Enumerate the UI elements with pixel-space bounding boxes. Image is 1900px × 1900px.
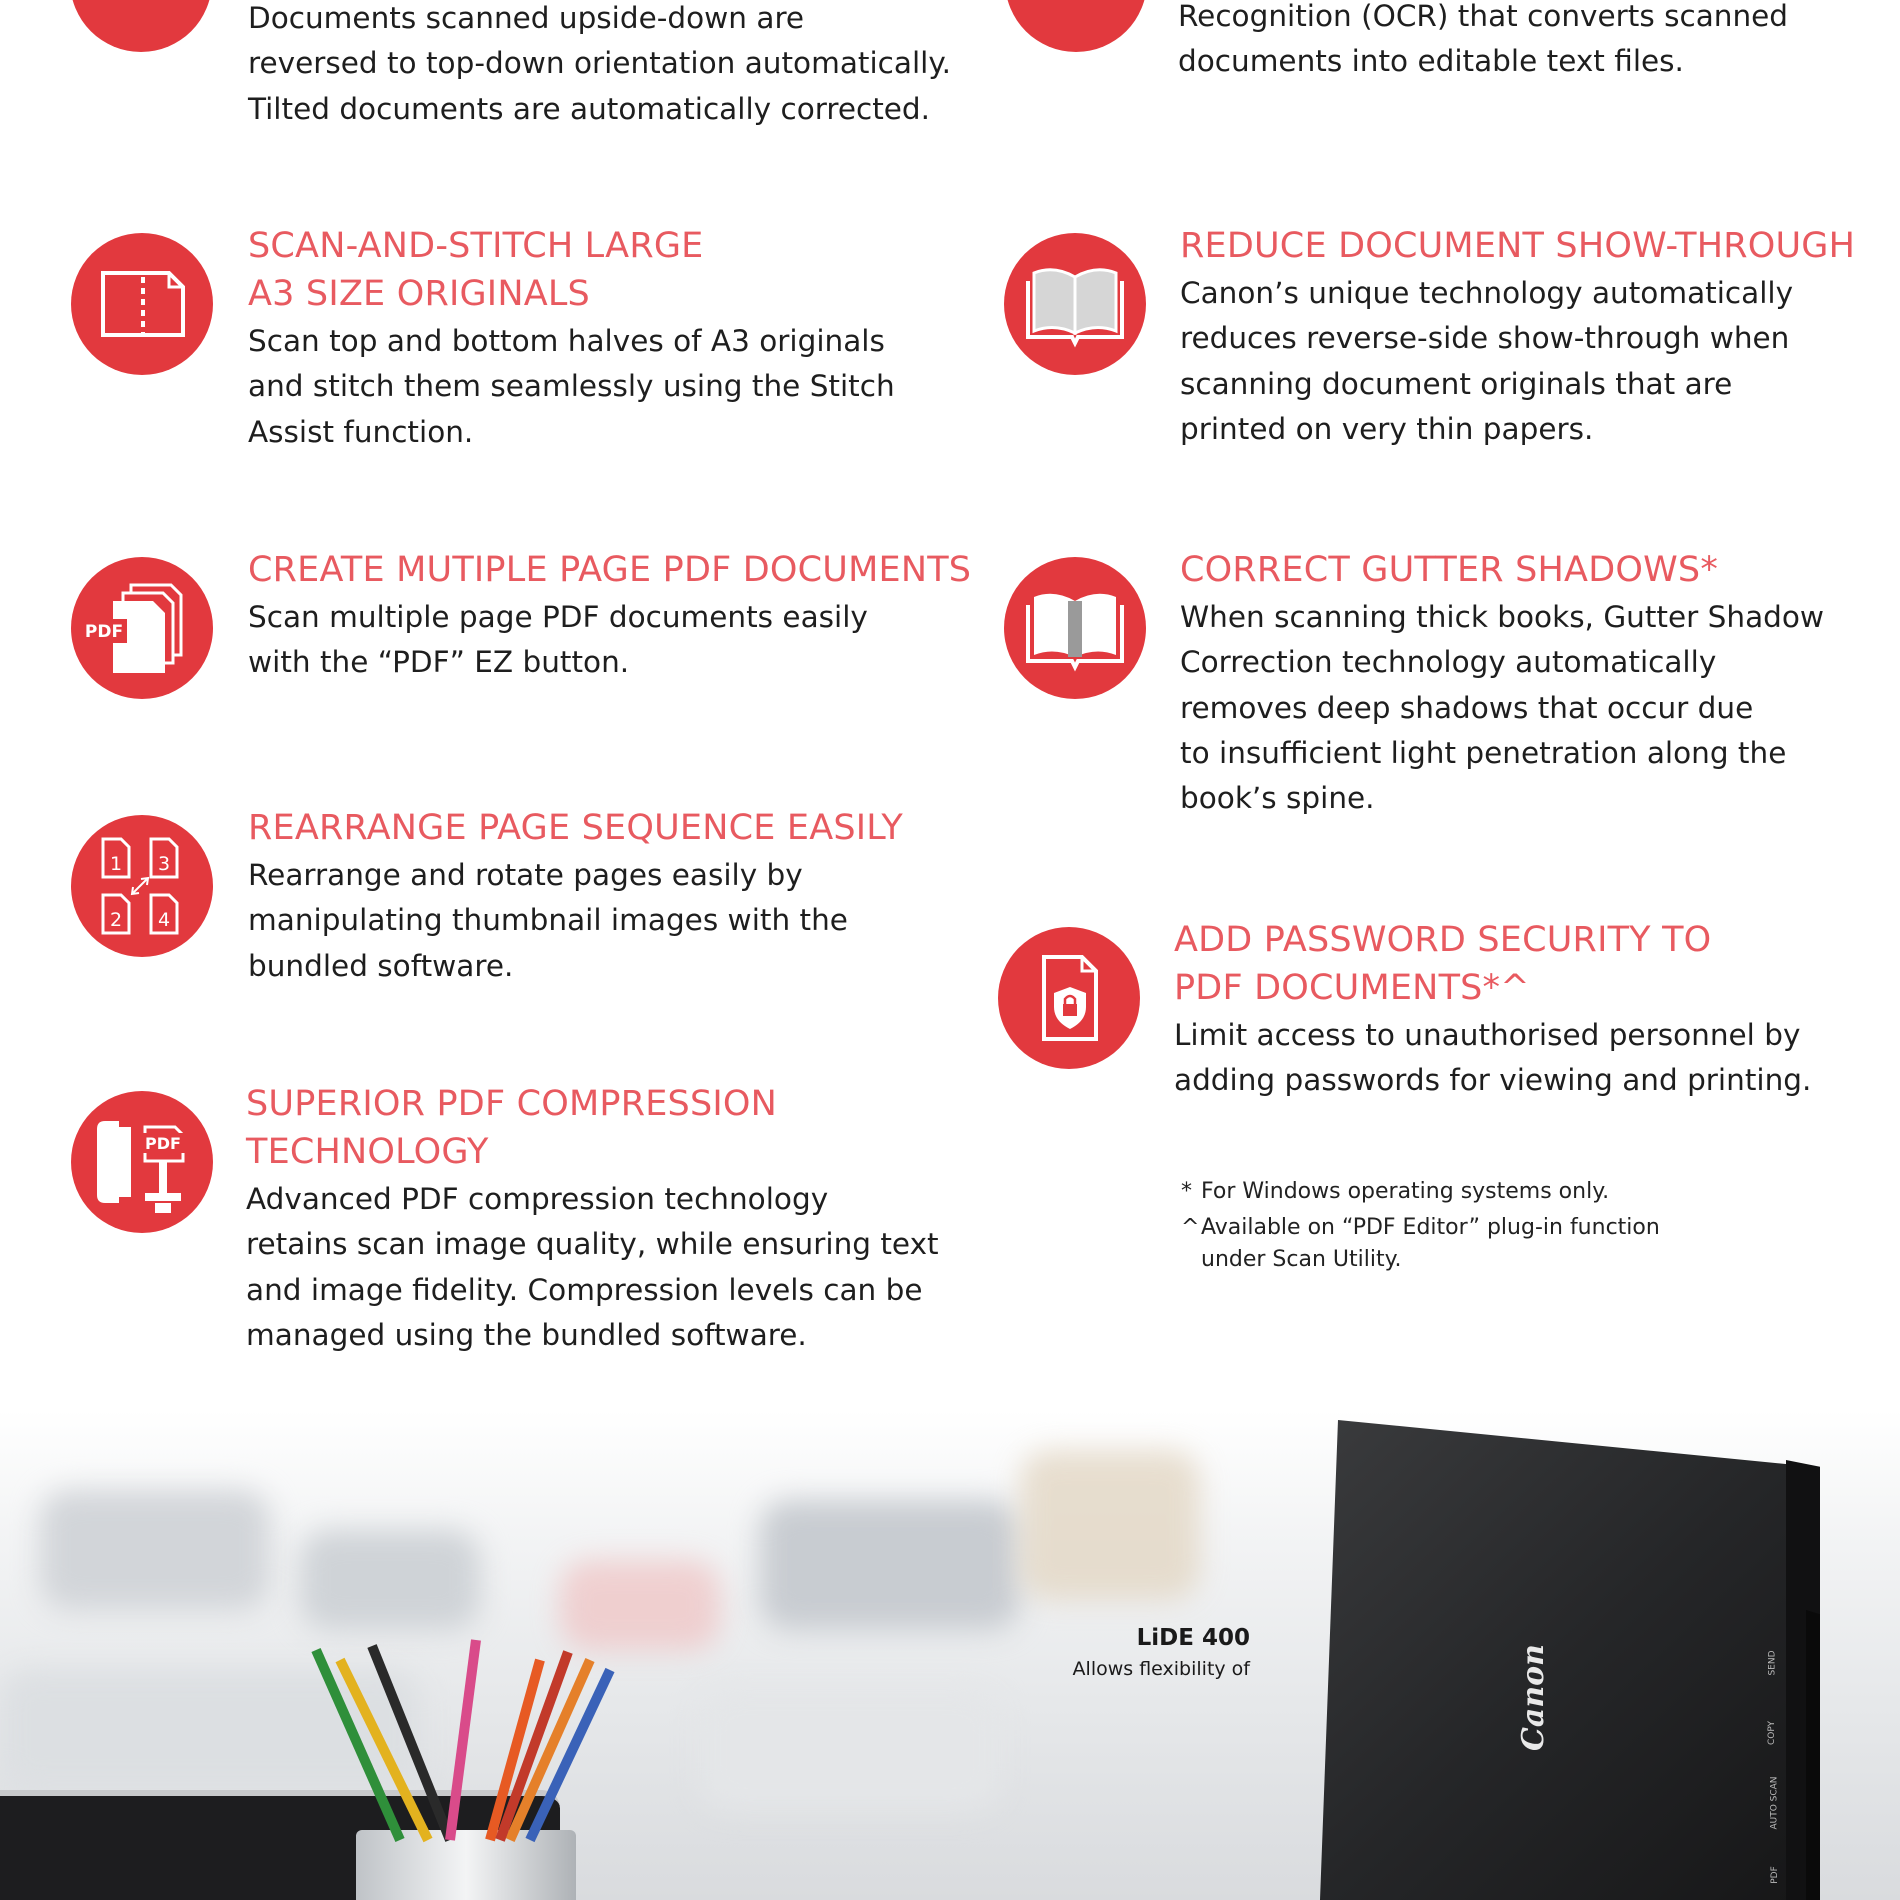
product-model: LiDE 400 [1136, 1625, 1250, 1651]
feature-title-line: A3 SIZE ORIGINALS [248, 274, 590, 314]
feature-title-line: TECHNOLOGY [246, 1132, 489, 1172]
feature-title-line: REARRANGE PAGE SEQUENCE EASILY [248, 808, 903, 848]
feature-title-line: SCAN-AND-STITCH LARGE [248, 226, 704, 266]
feature-body-line: Documents scanned upside-down are [248, 1, 805, 35]
feature-body-line: and image fidelity. Compression levels can be [246, 1272, 923, 1307]
footnote-mark: ^ [1181, 1215, 1200, 1240]
scanner-button-auto-scan: AUTO SCAN [1769, 1776, 1780, 1830]
feature-body-line: reversed to top-down orientation automatically. [248, 46, 951, 81]
feature-body-line: to insufficient light penetration along the [1180, 735, 1787, 770]
feature-body-line: Correction technology automatically [1180, 645, 1717, 680]
product-caption: Allows flexibility of [1072, 1658, 1250, 1680]
feature-body-line: managed using the bundled software. [246, 1317, 807, 1352]
feature-body-line: When scanning thick books, Gutter Shadow [1180, 600, 1825, 634]
stitch-document-icon [71, 233, 213, 375]
feature-body-line: printed on very thin papers. [1180, 411, 1594, 446]
book-gutter-icon [1004, 557, 1146, 699]
feature-body-line: Scan multiple page PDF documents easily [248, 600, 868, 634]
feature-body-line: Rearrange and rotate pages easily by [248, 858, 803, 892]
feature-body-line: scanning document originals that are [1180, 366, 1733, 401]
feature-body-line: Recognition (OCR) that converts scanned [1178, 0, 1789, 33]
feature-body-line: with the “PDF” EZ button. [248, 645, 630, 680]
feature-title-line: CREATE MUTIPLE PAGE PDF DOCUMENTS [248, 550, 972, 590]
footnote-text: For Windows operating systems only. [1201, 1179, 1610, 1204]
feature-title-line: PDF DOCUMENTS*^ [1174, 968, 1530, 1008]
pdf-label: PDF [84, 622, 124, 642]
feature-title-line: ADD PASSWORD SECURITY TO [1174, 920, 1712, 960]
feature-body-line: documents into editable text files. [1178, 44, 1684, 79]
pdf-clamp-icon [71, 1091, 213, 1233]
scanner-button-copy: COPY [1767, 1720, 1778, 1746]
rotate-document-icon [70, 0, 212, 52]
feature-body-line: Limit access to unauthorised personnel by [1174, 1018, 1801, 1052]
pdf-lock-icon [998, 927, 1140, 1069]
feature-body-line: reduces reverse-side show-through when [1180, 321, 1790, 356]
footnote-text: under Scan Utility. [1201, 1247, 1402, 1272]
open-book-icon [1004, 233, 1146, 375]
feature-body-line: Tilted documents are automatically corrected. [248, 91, 931, 126]
feature-body-line: Assist function. [248, 414, 474, 449]
feature-body-line: adding passwords for viewing and printing. [1174, 1063, 1812, 1098]
feature-body-line: removes deep shadows that occur due [1180, 690, 1754, 725]
ocr-document-icon [1005, 0, 1147, 52]
feature-body-line: bundled software. [248, 948, 514, 983]
feature-body-line: manipulating thumbnail images with the [248, 903, 848, 938]
feature-body-line: Canon’s unique technology automatically [1180, 276, 1794, 310]
page-number: 4 [157, 909, 171, 931]
brand-logo: Canon [1515, 1644, 1551, 1751]
pdf-pages-icon [71, 557, 213, 699]
scanner-button-pdf: PDF [1769, 1866, 1780, 1884]
colored-pencils [300, 1630, 660, 1850]
page-sequence-icon [71, 815, 213, 957]
page-number: 3 [157, 853, 171, 875]
feature-body-line: and stitch them seamlessly using the Stitch [248, 369, 895, 404]
product-photo [0, 1410, 1900, 1900]
scanner [1320, 1410, 1820, 1900]
footnote-windows [1181, 1176, 1609, 1208]
scanner-button-send: SEND [1767, 1650, 1778, 1676]
feature-title-line: SUPERIOR PDF COMPRESSION [246, 1084, 778, 1124]
feature-title-line: REDUCE DOCUMENT SHOW-THROUGH [1180, 226, 1856, 266]
feature-body-line: Advanced PDF compression technology [246, 1182, 829, 1216]
footnote-text: Available on “PDF Editor” plug-in function [1201, 1215, 1660, 1240]
feature-body-line: Scan top and bottom halves of A3 originals [248, 324, 885, 358]
feature-title-line: CORRECT GUTTER SHADOWS* [1180, 550, 1719, 590]
feature-body-line: book’s spine. [1180, 781, 1375, 816]
pdf-label: PDF [145, 1134, 181, 1153]
footnote-pdf-editor [1181, 1212, 1660, 1276]
feature-body-line: retains scan image quality, while ensuring text [246, 1227, 939, 1262]
page-number: 2 [109, 909, 123, 931]
page-number: 1 [109, 853, 123, 875]
footnote-mark: * [1181, 1179, 1192, 1204]
